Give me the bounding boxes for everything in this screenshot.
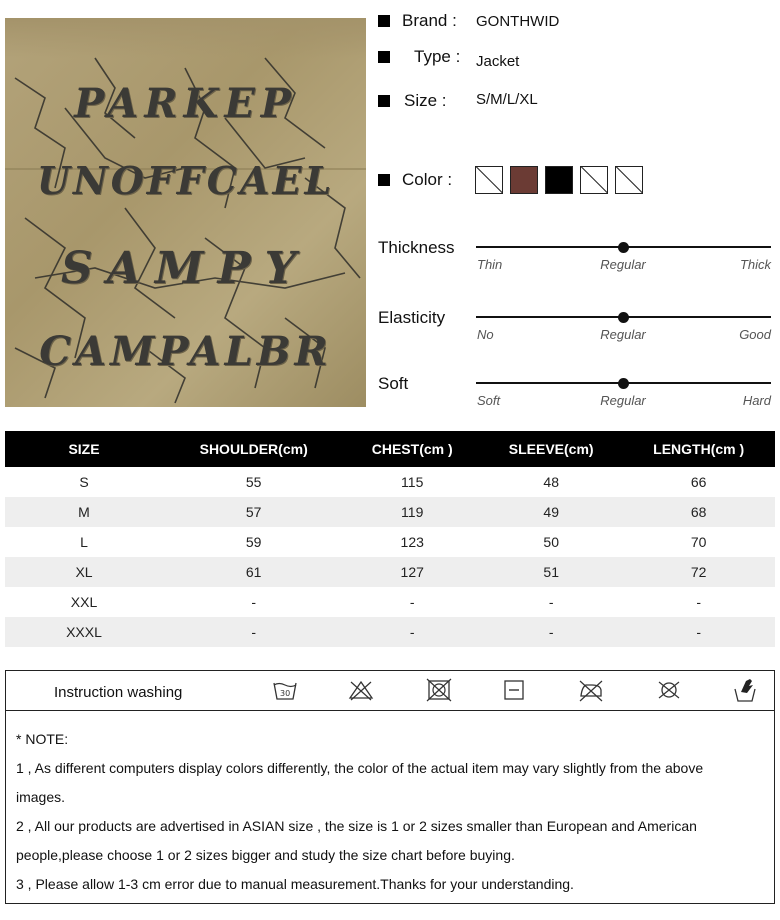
- table-cell: 119: [344, 497, 480, 527]
- table-cell: S: [79, 474, 89, 490]
- table-cell: 70: [690, 534, 707, 550]
- washing-header: [6, 671, 774, 711]
- bullet-icon: [378, 174, 390, 186]
- header-chest: CHEST(cm ): [344, 431, 480, 467]
- size-chart-header: [5, 431, 775, 467]
- feature-soft-level-marker: [618, 378, 629, 389]
- color-swatch-1[interactable]: [475, 166, 503, 194]
- table-cell: XL: [5, 557, 163, 587]
- table-cell: XXL: [70, 594, 98, 610]
- table-cell: M: [5, 497, 163, 527]
- table-cell: -: [251, 594, 257, 610]
- table-cell: 50: [543, 534, 559, 550]
- note-line: 3 , Please allow 1-3 cm error due to manual measurement.Thanks for your understanding.: [16, 876, 574, 892]
- table-row: [5, 587, 775, 617]
- hand-wash-icon: [732, 677, 758, 703]
- table-row: [5, 527, 775, 557]
- table-cell: -: [548, 594, 554, 610]
- print-line-3: SAMPY: [60, 243, 311, 294]
- table-cell: 66: [690, 474, 707, 490]
- spec-type-value: Jacket: [476, 53, 520, 70]
- spec-brand-value: GONTHWID: [476, 13, 560, 30]
- table-cell: 61: [163, 557, 344, 587]
- color-swatch-5[interactable]: [615, 166, 643, 194]
- bullet-icon: [378, 95, 390, 107]
- feature-thickness-middle-text: Regular: [600, 257, 646, 272]
- table-cell: 127: [344, 557, 480, 587]
- washing-instructions-box: [5, 670, 775, 904]
- table-row: [5, 497, 775, 527]
- header-length: LENGTH(cm ): [622, 431, 775, 467]
- size-chart-table: [5, 431, 775, 647]
- notes-section: [6, 711, 774, 899]
- table-cell: -: [622, 617, 775, 647]
- washing-title: Instruction washing: [54, 684, 183, 701]
- table-cell: 72: [622, 557, 775, 587]
- spec-brand-label: Brand :: [402, 11, 457, 30]
- do-not-tumble-dry-icon: [426, 677, 452, 703]
- dry-flat-icon: [501, 677, 527, 703]
- feature-soft-label: Soft: [378, 374, 409, 393]
- svg-text:30: 30: [280, 689, 291, 698]
- table-cell: 115: [401, 474, 424, 490]
- color-swatch-2[interactable]: [510, 166, 538, 194]
- table-row: [5, 617, 775, 647]
- feature-soft-left-text: Soft: [477, 393, 501, 408]
- product-photo: [5, 18, 366, 407]
- feature-elasticity-middle-text: Regular: [600, 327, 646, 342]
- note-heading: * NOTE:: [16, 731, 69, 747]
- wash-30-icon: [272, 677, 298, 703]
- note-line: images.: [16, 789, 66, 805]
- note-line: 1 , As different computers display colors differently, the color of the actual item may vary slightly from the above: [16, 760, 704, 776]
- table-cell: 59: [245, 534, 262, 550]
- table-cell: -: [480, 617, 622, 647]
- table-cell: 49: [480, 497, 622, 527]
- header-size: SIZE: [5, 431, 163, 467]
- print-line-1: PARKEP: [74, 80, 297, 127]
- table-cell: L: [80, 534, 88, 550]
- spec-color-label: Color :: [402, 170, 453, 189]
- feature-thickness-label: Thickness: [378, 238, 455, 257]
- feature-elasticity-label: Elasticity: [378, 308, 446, 327]
- feature-soft-right-text: Hard: [742, 393, 771, 408]
- note-line: 2 , All our products are advertised in ASIAN size , the size is 1 or 2 sizes smaller than European and American: [16, 818, 697, 834]
- header-shoulder: SHOULDER(cm): [163, 431, 344, 467]
- table-cell: -: [696, 594, 701, 610]
- spec-size-label: Size :: [404, 91, 447, 110]
- color-swatch-3[interactable]: [545, 166, 573, 194]
- table-cell: 57: [163, 497, 344, 527]
- table-cell: 48: [543, 474, 559, 490]
- do-not-bleach-icon: [348, 677, 374, 703]
- table-cell: 51: [480, 557, 622, 587]
- note-line: people,please choose 1 or 2 sizes bigger and study the size chart before buying.: [16, 847, 515, 863]
- table-row: [5, 467, 775, 497]
- table-cell: 68: [622, 497, 775, 527]
- feature-elasticity-right-text: Good: [739, 327, 771, 342]
- table-cell: -: [163, 617, 344, 647]
- spec-size-value: S/M/L/XL: [476, 91, 538, 108]
- header-sleeve: SLEEVE(cm): [480, 431, 622, 467]
- table-cell: -: [409, 594, 415, 610]
- print-line-4: CAMPALBR: [39, 328, 332, 375]
- do-not-dry-clean-icon: [656, 677, 682, 703]
- spec-brand: [378, 11, 560, 31]
- feature-thickness-level-marker: [618, 242, 629, 253]
- feature-elasticity-left-text: No: [477, 327, 494, 342]
- feature-thickness-right-text: Thick: [739, 257, 771, 272]
- feature-elasticity-level-marker: [618, 312, 629, 323]
- color-swatch-4[interactable]: [580, 166, 608, 194]
- table-cell: -: [344, 617, 480, 647]
- table-row: [5, 557, 775, 587]
- feature-thickness-left-text: Thin: [477, 257, 503, 272]
- table-cell: 123: [400, 534, 424, 550]
- spec-type-label: Type :: [414, 47, 461, 66]
- spec-type: [378, 47, 520, 70]
- table-cell: XXXL: [5, 617, 163, 647]
- feature-soft-middle-text: Regular: [600, 393, 646, 408]
- color-swatches: [475, 166, 650, 194]
- table-cell: 55: [245, 474, 262, 490]
- spec-color: [378, 170, 452, 190]
- print-line-2: UNOFFCAEL: [36, 158, 335, 203]
- bullet-icon: [378, 51, 390, 63]
- bullet-icon: [378, 15, 390, 27]
- spec-size: [378, 91, 538, 111]
- do-not-iron-icon: [578, 677, 604, 703]
